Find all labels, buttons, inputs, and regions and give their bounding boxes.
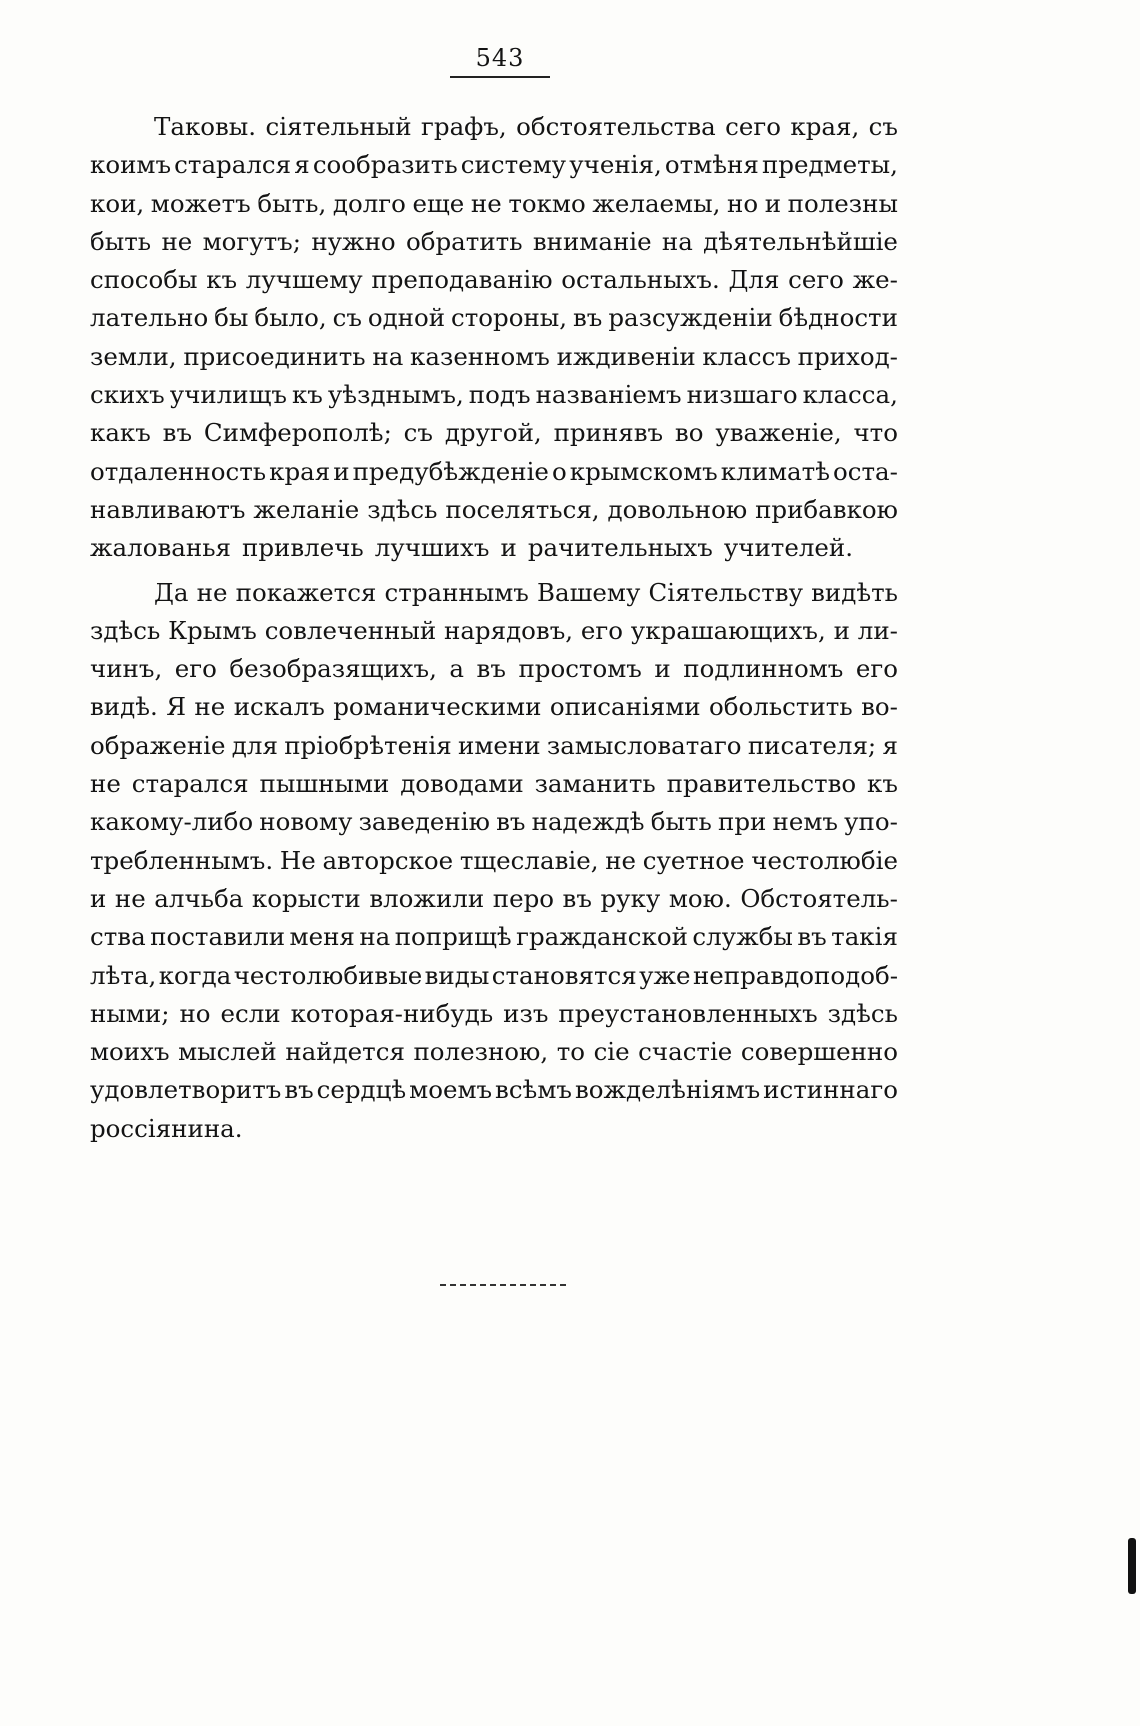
word: россіянина. (90, 1113, 243, 1143)
word: предубѣжденіе (352, 456, 549, 486)
text-line (90, 338, 898, 376)
word: быть (650, 807, 712, 837)
word: меня (289, 922, 355, 952)
word: бѣдности (778, 303, 898, 333)
word: а (449, 654, 465, 684)
word: же- (852, 265, 898, 295)
word: отмѣня (664, 150, 759, 180)
word: способы (90, 265, 198, 295)
word: ученія, (569, 150, 662, 180)
text-line (90, 842, 898, 880)
word: въ (284, 1075, 314, 1105)
word: суетное (642, 845, 745, 875)
word: Я (166, 692, 186, 722)
word: виды (424, 960, 490, 990)
word: систему (460, 150, 567, 180)
word: не (161, 226, 193, 256)
word: имени (457, 730, 541, 760)
word: тщеславіе, (459, 845, 599, 875)
word: къ (206, 265, 238, 295)
word: его (174, 654, 217, 684)
word: Вашему (537, 577, 641, 607)
word: съ (868, 112, 898, 141)
word: совлеченный (264, 615, 437, 645)
word: остальныхъ. (561, 265, 720, 295)
word: токмо (508, 188, 586, 218)
word: нарядовъ, (444, 615, 574, 645)
word: въ (573, 303, 603, 333)
word: изъ (503, 998, 549, 1028)
word: уѣзднымъ, (327, 380, 464, 410)
text-line (90, 299, 898, 337)
word: для (231, 730, 278, 760)
word: къ (867, 769, 898, 799)
word: сіе (593, 1037, 630, 1067)
word: не (114, 883, 146, 913)
word: еще (412, 188, 465, 218)
word: заманить (534, 769, 656, 799)
text-line (90, 880, 898, 918)
word: полезны (787, 188, 898, 218)
word: разсужденіи (608, 303, 773, 333)
word: и (500, 533, 517, 563)
word: неправдоподоб- (692, 960, 898, 990)
word: алчьба (154, 883, 244, 913)
word: авторское (322, 845, 454, 875)
word: другой, (444, 418, 542, 448)
word: долго (332, 188, 406, 218)
word: быть, (257, 188, 327, 218)
word: съ (332, 303, 362, 333)
word: моемъ (409, 1075, 493, 1105)
word: сего (725, 112, 781, 141)
word: Таковы. (154, 112, 257, 141)
word: можетъ (150, 188, 251, 218)
word: вниманіе (532, 226, 652, 256)
word: безобразящихъ, (229, 654, 437, 684)
word: то (556, 1037, 586, 1067)
word: я (294, 150, 310, 180)
word: которая-нибудь (290, 998, 494, 1028)
word: мою. (668, 883, 732, 913)
word: здѣсь (367, 494, 438, 524)
text-line (90, 1033, 898, 1071)
word: подъ (468, 380, 531, 410)
word: какъ (90, 418, 151, 448)
text-line (90, 1110, 898, 1148)
word: лучшему (245, 265, 363, 295)
word: преподаванію (371, 265, 553, 295)
word: прибавкою (755, 494, 898, 524)
word: когда (158, 960, 232, 990)
word: пріобрѣтенія (284, 730, 452, 760)
word: Крымъ (168, 615, 257, 645)
word: иждивеніи (556, 341, 696, 371)
word: уже (639, 960, 691, 990)
word: если (220, 998, 281, 1028)
text-line (90, 108, 898, 146)
text-line (90, 574, 898, 612)
word: стороны, (451, 303, 568, 333)
word: приход- (797, 341, 898, 371)
word: новому (259, 807, 353, 837)
word: въ (162, 418, 193, 448)
word: сердцѣ (316, 1075, 407, 1105)
word: честолюбивые (233, 960, 423, 990)
word: бы (214, 303, 249, 333)
word: ображеніе (90, 730, 226, 760)
body-text (90, 108, 898, 1148)
word: скихъ (90, 380, 165, 410)
word: службы (692, 922, 793, 952)
word: ными; (90, 998, 170, 1028)
text-line (90, 803, 898, 841)
word: счастіе (638, 1037, 733, 1067)
end-of-text-rule (440, 1284, 566, 1286)
word: графъ, (421, 112, 507, 141)
word: лучшихъ (374, 533, 490, 563)
text-line (90, 223, 898, 261)
word: его (855, 654, 898, 684)
word: и (333, 456, 350, 486)
word: предметы, (761, 150, 898, 180)
word: поприщѣ (394, 922, 512, 952)
word: о (551, 456, 567, 486)
word: описаніями (549, 692, 701, 722)
text-line (90, 414, 898, 452)
text-line (90, 376, 898, 414)
word: становятся (491, 960, 637, 990)
word: сего (788, 265, 844, 295)
word: но (727, 188, 759, 218)
paragraph-2 (90, 574, 898, 1148)
text-line (90, 261, 898, 299)
word: немъ (772, 807, 838, 837)
word: съ (403, 418, 433, 448)
word: честолюбіе (751, 845, 898, 875)
word: низшаго (686, 380, 798, 410)
word: и (654, 654, 671, 684)
word: простомъ (518, 654, 642, 684)
word: не (194, 692, 226, 722)
word: пышными (259, 769, 390, 799)
word: казенномъ (410, 341, 550, 371)
page-number-underline (450, 76, 550, 78)
text-line (90, 612, 898, 650)
word: во- (861, 692, 898, 722)
word: класса, (802, 380, 898, 410)
word: Обстоятель- (740, 883, 898, 913)
text-line (90, 918, 898, 956)
word: правительство (666, 769, 857, 799)
word: училищъ (169, 380, 287, 410)
word: при (718, 807, 767, 837)
word: полезною, (413, 1037, 549, 1067)
word: Сіятельству (648, 577, 803, 607)
word: заведенію (358, 807, 490, 837)
word: земли, (90, 341, 177, 371)
word: обольстить (709, 692, 853, 722)
word: климатѣ (720, 456, 830, 486)
word: уваженіе, (715, 418, 842, 448)
word: принявъ (553, 418, 664, 448)
word: перо (492, 883, 554, 913)
word: корысти (251, 883, 361, 913)
word: не (196, 577, 228, 607)
word: учителей. (723, 533, 854, 563)
text-line (90, 529, 898, 567)
word: искалъ (233, 692, 325, 722)
text-line (90, 765, 898, 803)
word: гражданской (516, 922, 688, 952)
word: въ (562, 883, 592, 913)
word: отдаленность (90, 456, 267, 486)
word: его (580, 615, 623, 645)
word: жалованья (90, 533, 231, 563)
word: названіемъ (535, 380, 682, 410)
word: лѣта, (90, 960, 157, 990)
word: поселяться, (445, 494, 600, 524)
word: покажется (235, 577, 377, 607)
word: нужно (311, 226, 396, 256)
text-line (90, 727, 898, 765)
word: надеждѣ (531, 807, 645, 837)
word: навливаютъ (90, 494, 246, 524)
page-number: 543 (475, 44, 525, 72)
word: здѣсь (827, 998, 898, 1028)
word: коимъ (90, 150, 172, 180)
text-line (90, 995, 898, 1033)
text-line (90, 185, 898, 223)
word: подлинномъ (683, 654, 844, 684)
scan-edge-mark (1128, 1538, 1136, 1594)
word: въ (797, 922, 827, 952)
word: упо- (844, 807, 898, 837)
word: Симферополѣ; (203, 418, 392, 448)
word: могутъ; (202, 226, 302, 256)
word: было, (254, 303, 327, 333)
word: присоединить (183, 341, 366, 371)
word: не (605, 845, 637, 875)
word: быть (90, 226, 152, 256)
word: чинъ, (90, 654, 163, 684)
word: привлечь (242, 533, 364, 563)
word: здѣсь (90, 615, 161, 645)
word: писателя; (747, 730, 877, 760)
word: сіятельный (265, 112, 412, 141)
word: преустановленныхъ (558, 998, 818, 1028)
paragraph-1 (90, 108, 898, 568)
word: романическими (333, 692, 542, 722)
word: довольною (607, 494, 748, 524)
word: классъ (702, 341, 791, 371)
word: на (661, 226, 693, 256)
word: къ (291, 380, 323, 410)
word: совершенно (740, 1037, 898, 1067)
word: мыслей (178, 1037, 277, 1067)
word: одной (367, 303, 446, 333)
word: всѣмъ (495, 1075, 572, 1105)
word: дѣятельнѣйшіе (703, 226, 898, 256)
word: и (833, 615, 850, 645)
word: Да (154, 577, 189, 607)
word: крымскомъ (569, 456, 718, 486)
text-line (90, 957, 898, 995)
word: моихъ (90, 1037, 170, 1067)
word: ства (90, 922, 146, 952)
word: на (359, 922, 391, 952)
word: доводами (400, 769, 524, 799)
word: руку (600, 883, 661, 913)
word: такія (831, 922, 898, 952)
word: во (674, 418, 704, 448)
word: поставили (150, 922, 286, 952)
text-line (90, 650, 898, 688)
word: не (90, 769, 121, 799)
word: вожделѣніямъ (574, 1075, 761, 1105)
word: и (764, 188, 782, 218)
word: кои, (90, 188, 145, 218)
word: я (882, 730, 898, 760)
word: лательно (90, 303, 209, 333)
word: удовлетворитъ (90, 1075, 282, 1105)
word: украшающихъ, (630, 615, 826, 645)
text-line (90, 453, 898, 491)
word: желаніе (253, 494, 360, 524)
word: видѣть (811, 577, 898, 607)
text-line (90, 688, 898, 726)
word: не (470, 188, 502, 218)
word: найдется (285, 1037, 405, 1067)
word: какому-либо (90, 807, 254, 837)
word: что (853, 418, 898, 448)
word: желаемы, (592, 188, 721, 218)
word: истиннаго (763, 1075, 898, 1105)
word: Для (728, 265, 780, 295)
word: Не (279, 845, 316, 875)
word: въ (496, 807, 526, 837)
word: обратить (405, 226, 523, 256)
word: вложили (369, 883, 485, 913)
word: сообразить (312, 150, 458, 180)
word: оста- (833, 456, 898, 486)
text-line (90, 1071, 898, 1109)
word: обстоятельства (516, 112, 716, 141)
word: старался (174, 150, 292, 180)
word: на (372, 341, 404, 371)
word: старался (131, 769, 249, 799)
word: ли- (857, 615, 898, 645)
word: рачительныхъ (527, 533, 713, 563)
text-line (90, 146, 898, 184)
word: въ (476, 654, 506, 684)
word: видѣ. (90, 692, 158, 722)
word: но (179, 998, 211, 1028)
word: и (90, 883, 107, 913)
text-line (90, 491, 898, 529)
word: замысловатаго (546, 730, 742, 760)
word: страннымъ (384, 577, 529, 607)
word: требленнымъ. (90, 845, 274, 875)
word: края (269, 456, 331, 486)
word: края, (790, 112, 860, 141)
